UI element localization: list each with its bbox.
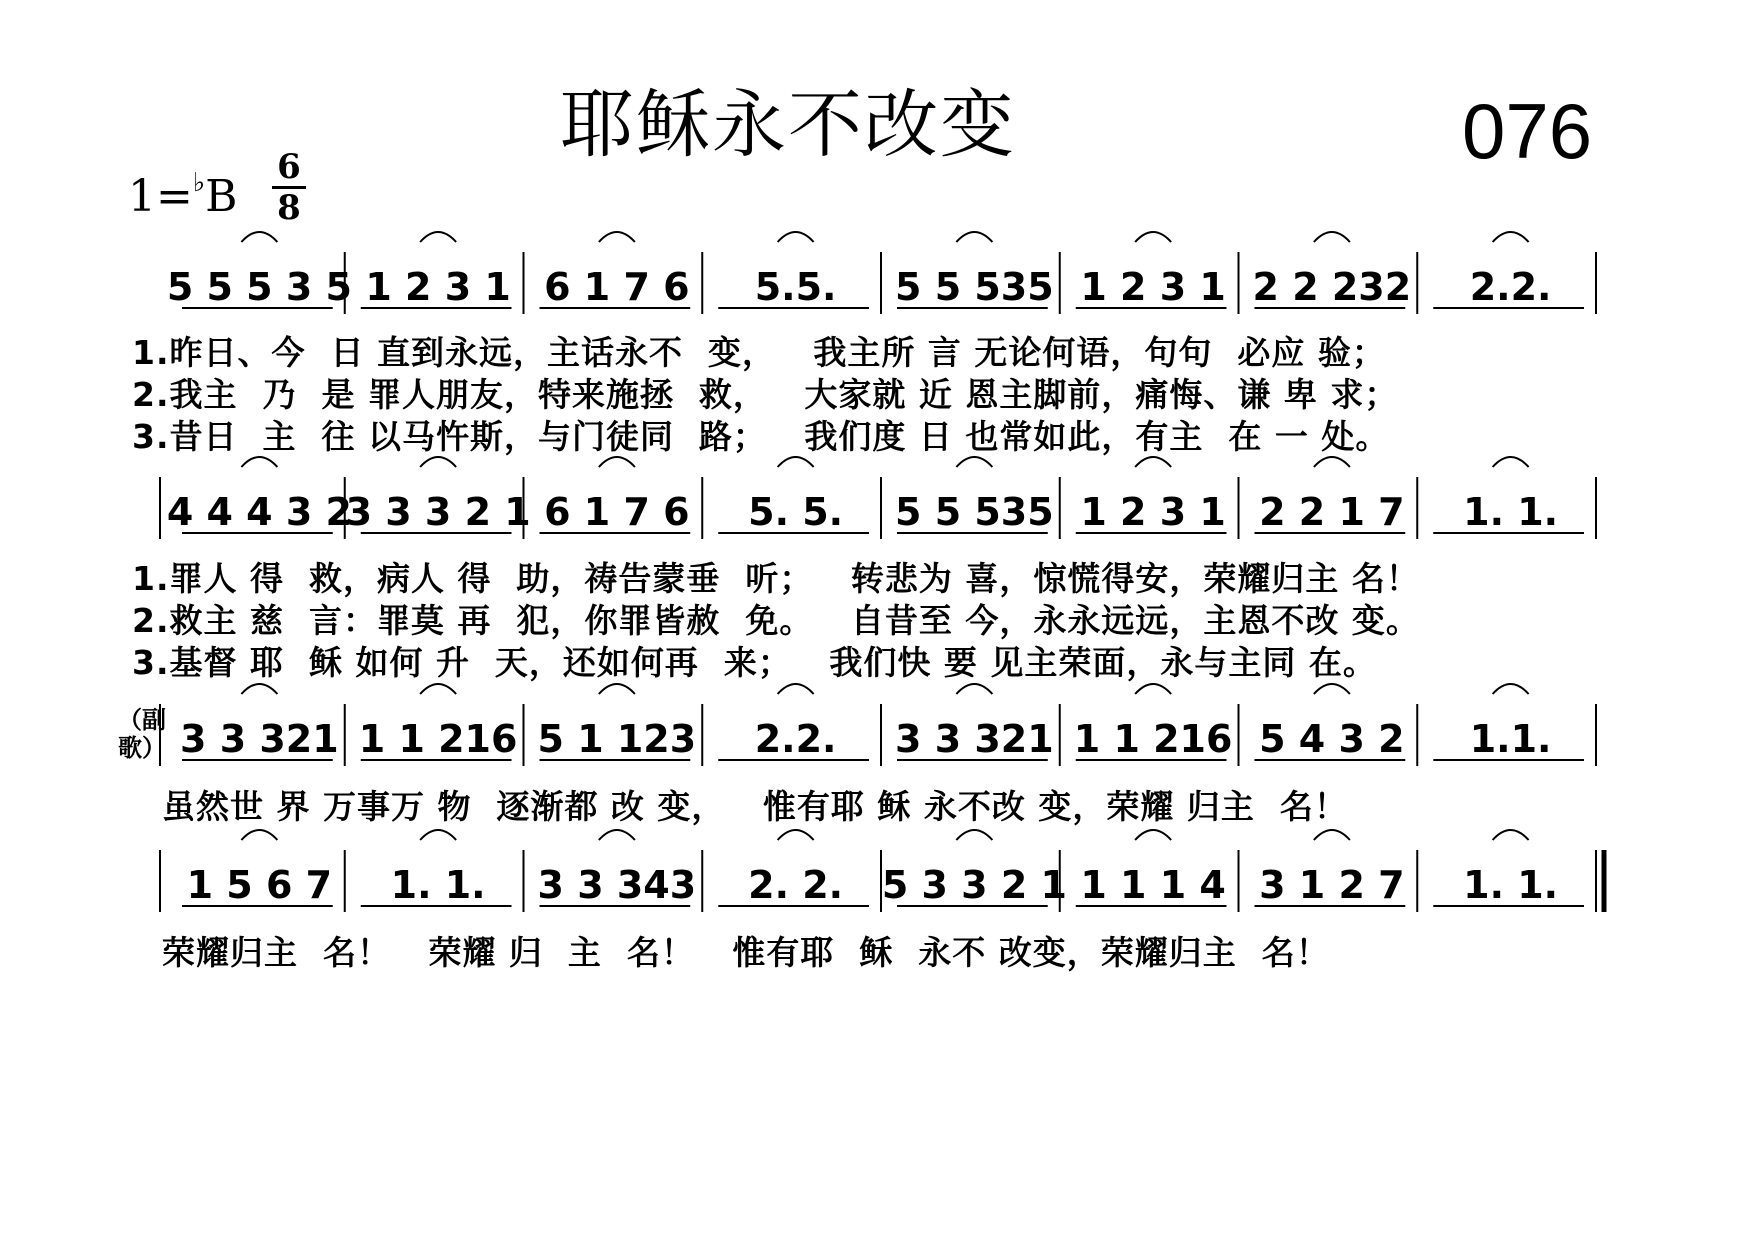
slur (1135, 684, 1171, 694)
slur (599, 232, 635, 242)
slur (1135, 232, 1171, 242)
slur (1314, 684, 1350, 694)
lyric-b-3: 3.基督 耶 稣 如何 升 天，还如何再 来； 我们快 要 见主荣面，永与主同 在。 (132, 643, 1377, 682)
song-title: 耶稣永不改变 (560, 82, 1016, 168)
measure-2-1: 4 4 4 3 2 (166, 490, 352, 534)
measure-1-1: 5 5 5 3 5 (166, 265, 352, 309)
measure-2-4: 5. 5. (748, 490, 844, 534)
measure-4-3: 3 3 343 (537, 863, 697, 907)
lyric-b-2: 2.救主 慈 言：罪莫 再 犯，你罪皆赦 免。 自昔至 今，永永远远，主恩不改 变。 (132, 601, 1420, 640)
slur (1493, 684, 1529, 694)
lyric-b-1: 1.罪人 得 救，病人 得 助，祷告蒙垂 听； 转悲为 喜，惊慌得安，荣耀归主 名！ (132, 559, 1420, 598)
slur (778, 830, 814, 840)
measure-1-3: 6 1 7 6 (544, 265, 690, 309)
measure-2-5: 5 5 535 (895, 490, 1054, 534)
slur (241, 232, 277, 242)
measure-3-3: 5 1 123 (537, 717, 697, 761)
measure-2-3: 6 1 7 6 (544, 490, 690, 534)
slur (1493, 830, 1529, 840)
measure-4-4: 2. 2. (748, 863, 844, 907)
slur (1314, 830, 1350, 840)
measure-3-6: 1 1 216 (1073, 717, 1233, 761)
song-number: 076 (1462, 87, 1593, 175)
lyric-a-3: 3.昔日 主 往 以马忤斯，与门徒同 路； 我们度 日 也常如此，有主 在 一 处。 (132, 417, 1390, 456)
measure-2-2: 3 3 3 2 1 (345, 490, 531, 534)
measure-1-8: 2.2. (1469, 265, 1552, 309)
slur (778, 457, 814, 467)
measure-1-6: 1 2 3 1 (1080, 265, 1226, 309)
measure-3-7: 5 4 3 2 (1259, 717, 1405, 761)
chorus-label: （副歌） (118, 706, 166, 762)
slur (1135, 457, 1171, 467)
measure-1-5: 5 5 535 (895, 265, 1054, 309)
measure-4-8: 1. 1. (1463, 863, 1559, 907)
slur (420, 830, 456, 840)
slur (599, 457, 635, 467)
slur (1314, 232, 1350, 242)
measure-3-2: 1 1 216 (358, 717, 518, 761)
measure-2-7: 2 2 1 7 (1259, 490, 1405, 534)
measure-4-1: 1 5 6 7 (186, 863, 333, 907)
chorus-lyric-1: 虽然世 界 万事万 物 逐渐都 改 变， 惟有耶 稣 永不改 变，荣耀 归主 名！ (162, 787, 1348, 826)
slur (241, 457, 277, 467)
slur (599, 684, 635, 694)
slur (599, 830, 635, 840)
measure-3-4: 2.2. (754, 717, 837, 761)
slur (1135, 830, 1171, 840)
time-denominator: 8 (272, 186, 306, 225)
lyric-a-2: 2.我主 乃 是 罪人朋友，特来施拯 救， 大家就 近 恩主脚前，痛悔、谦 卑 求； (132, 375, 1399, 414)
key-letter: B (205, 171, 238, 222)
slur (778, 684, 814, 694)
slur (241, 684, 277, 694)
chorus-lyric-2: 荣耀归主 名！ 荣耀 归 主 名！ 惟有耶 稣 永不 改变，荣耀归主 名！ (162, 933, 1330, 972)
slur (420, 684, 456, 694)
slur (956, 830, 992, 840)
flat-sign: ♭ (192, 168, 206, 198)
measure-1-7: 2 2 232 (1252, 265, 1412, 309)
measure-4-2: 1. 1. (390, 863, 486, 907)
measure-3-5: 3 3 321 (895, 717, 1054, 761)
slur (1493, 457, 1529, 467)
slur (956, 232, 992, 242)
measure-4-7: 3 1 2 7 (1259, 863, 1405, 907)
key-prefix: 1= (128, 171, 193, 222)
slur (1493, 232, 1529, 242)
measure-3-8: 1.1. (1469, 717, 1552, 761)
slur (956, 457, 992, 467)
measure-3-1: 3 3 321 (180, 717, 339, 761)
measure-1-2: 1 2 3 1 (365, 265, 511, 309)
measure-4-5: 5 3 3 2 1 (881, 863, 1067, 907)
measure-2-8: 1. 1. (1463, 490, 1559, 534)
slur (778, 232, 814, 242)
slur (241, 830, 277, 840)
slur (420, 457, 456, 467)
measure-1-4: 5.5. (754, 265, 837, 309)
slur (420, 232, 456, 242)
slur (956, 684, 992, 694)
time-numerator: 6 (277, 147, 301, 187)
measure-4-6: 1 1 1 4 (1080, 863, 1226, 907)
lyric-a-1: 1.昨日、今 日 直到永远，主话永不 变， 我主所 言 无论何语，句句 必应 验； (132, 333, 1386, 372)
measure-2-6: 1 2 3 1 (1080, 490, 1226, 534)
slur (1314, 457, 1350, 467)
